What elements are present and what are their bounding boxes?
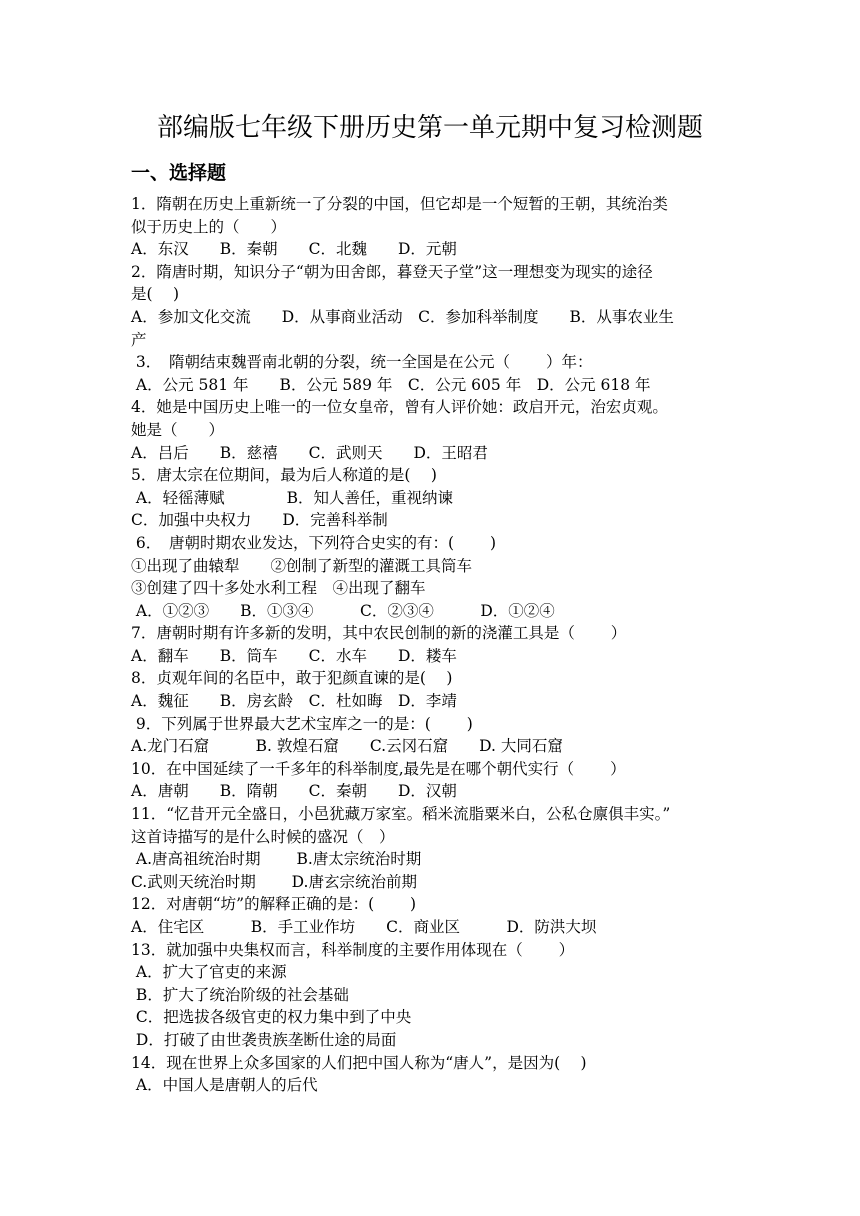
text-line: 6． 唐朝时期农业发达，下列符合史实的有：( ) bbox=[131, 533, 497, 552]
text-line: 12．对唐朝“坊”的解释正确的是：( ) bbox=[131, 895, 417, 914]
text-line: ③创建了四十多处水利工程 ④出现了翻车 bbox=[131, 579, 426, 598]
text-line: A．翻车 B．筒车 C．水车 D．耧车 bbox=[131, 646, 457, 665]
text-line: 是( ) bbox=[131, 285, 180, 304]
document-title: 部编版七年级下册历史第一单元期中复习检测题 bbox=[156, 113, 703, 143]
text-line: ①出现了曲辕犁 ②创制了新型的灌溉工具筒车 bbox=[131, 556, 473, 575]
text-line: 这首诗描写的是什么时候的盛况（ ） bbox=[131, 827, 395, 846]
text-line: A．唐朝 B．隋朝 C．秦朝 D．汉朝 bbox=[131, 782, 457, 801]
text-line: 4．她是中国历史上唯一的一位女皇帝，曾有人评价她：政启开元，治宏贞观。 bbox=[131, 398, 668, 417]
text-line: A．魏征 B．房玄龄 C．杜如晦 D．李靖 bbox=[131, 692, 457, 711]
text-line: 14．现在世界上众多国家的人们把中国人称为“唐人”，是因为( ) bbox=[131, 1053, 587, 1072]
text-line: 产 bbox=[131, 330, 147, 349]
text-line: C．把选拔各级官吏的权力集中到了中央 bbox=[131, 1008, 412, 1027]
text-line: 5．唐太宗在位期间，最为后人称道的是( ) bbox=[131, 466, 437, 485]
text-line: 1．隋朝在历史上重新统一了分裂的中国，但它却是一个短暂的王朝，其统治类 bbox=[131, 195, 668, 213]
text-line: A．轻徭薄赋 B．知人善任，重视纳谏 bbox=[131, 488, 454, 507]
text-line: A．公元 581 年 B．公元 589 年 C．公元 605 年 D．公元 618 年 bbox=[131, 375, 651, 394]
question-text-block bbox=[131, 193, 741, 1097]
text-line: A．参加文化交流 D．从事商业活动 C．参加科举制度 B．从事农业生 bbox=[131, 307, 674, 326]
text-line: D．打破了由世袭贵族垄断仕途的局面 bbox=[131, 1030, 397, 1049]
text-line: 10．在中国延续了一千多年的科举制度,最先是在哪个朝代实行（ ） bbox=[131, 759, 626, 778]
text-line: A．①②③ B．①③④ C．②③④ D．①②④ bbox=[131, 601, 555, 620]
text-line: C．加强中央权力 D．完善科举制 bbox=[131, 511, 388, 530]
text-line: 3． 隋朝结束魏晋南北朝的分裂，统一全国是在公元（ ）年： bbox=[131, 353, 593, 372]
text-line: 7．唐朝时期有许多新的发明，其中农民创制的新的浇灌工具是（ ） bbox=[131, 624, 627, 643]
text-line: 9．下列属于世界最大艺术宝库之一的是：( ) bbox=[131, 714, 473, 733]
text-line: 13．就加强中央集权而言，科举制度的主要作用体现在（ ） bbox=[131, 940, 575, 959]
text-line: A.龙门石窟 B. 敦煌石窟 C.云冈石窟 D. 大同石窟 bbox=[131, 737, 563, 756]
text-line: A．扩大了官吏的来源 bbox=[131, 963, 287, 982]
text-line: 11．“忆昔开元全盛日，小邑犹藏万家室。稻米流脂粟米白，公私仓廪俱丰实。” bbox=[131, 805, 671, 824]
text-line: 8．贞观年间的名臣中，敢于犯颜直谏的是( ) bbox=[131, 669, 453, 688]
text-line: A.唐高祖统治时期 B.唐太宗统治时期 bbox=[131, 850, 422, 869]
text-line: A．吕后 B．慈禧 C．武则天 D．王昭君 bbox=[131, 443, 488, 462]
text-line: 似于历史上的（ ） bbox=[131, 217, 287, 236]
text-line: 2．隋唐时期，知识分子“朝为田舍郎，暮登天子堂”这一理想变为现实的途径 bbox=[131, 262, 653, 281]
section-heading: 一、选择题 bbox=[131, 162, 227, 184]
text-line: 她是（ ） bbox=[131, 420, 225, 439]
text-line: A．中国人是唐朝人的后代 bbox=[131, 1076, 318, 1095]
text-line: A．东汉 B．秦朝 C．北魏 D．元朝 bbox=[131, 240, 457, 259]
text-line: A．住宅区 B．手工业作坊 C．商业区 D．防洪大坝 bbox=[131, 918, 597, 936]
text-line: C.武则天统治时期 D.唐玄宗统治前期 bbox=[131, 872, 417, 891]
text-line: B．扩大了统治阶级的社会基础 bbox=[131, 985, 349, 1004]
